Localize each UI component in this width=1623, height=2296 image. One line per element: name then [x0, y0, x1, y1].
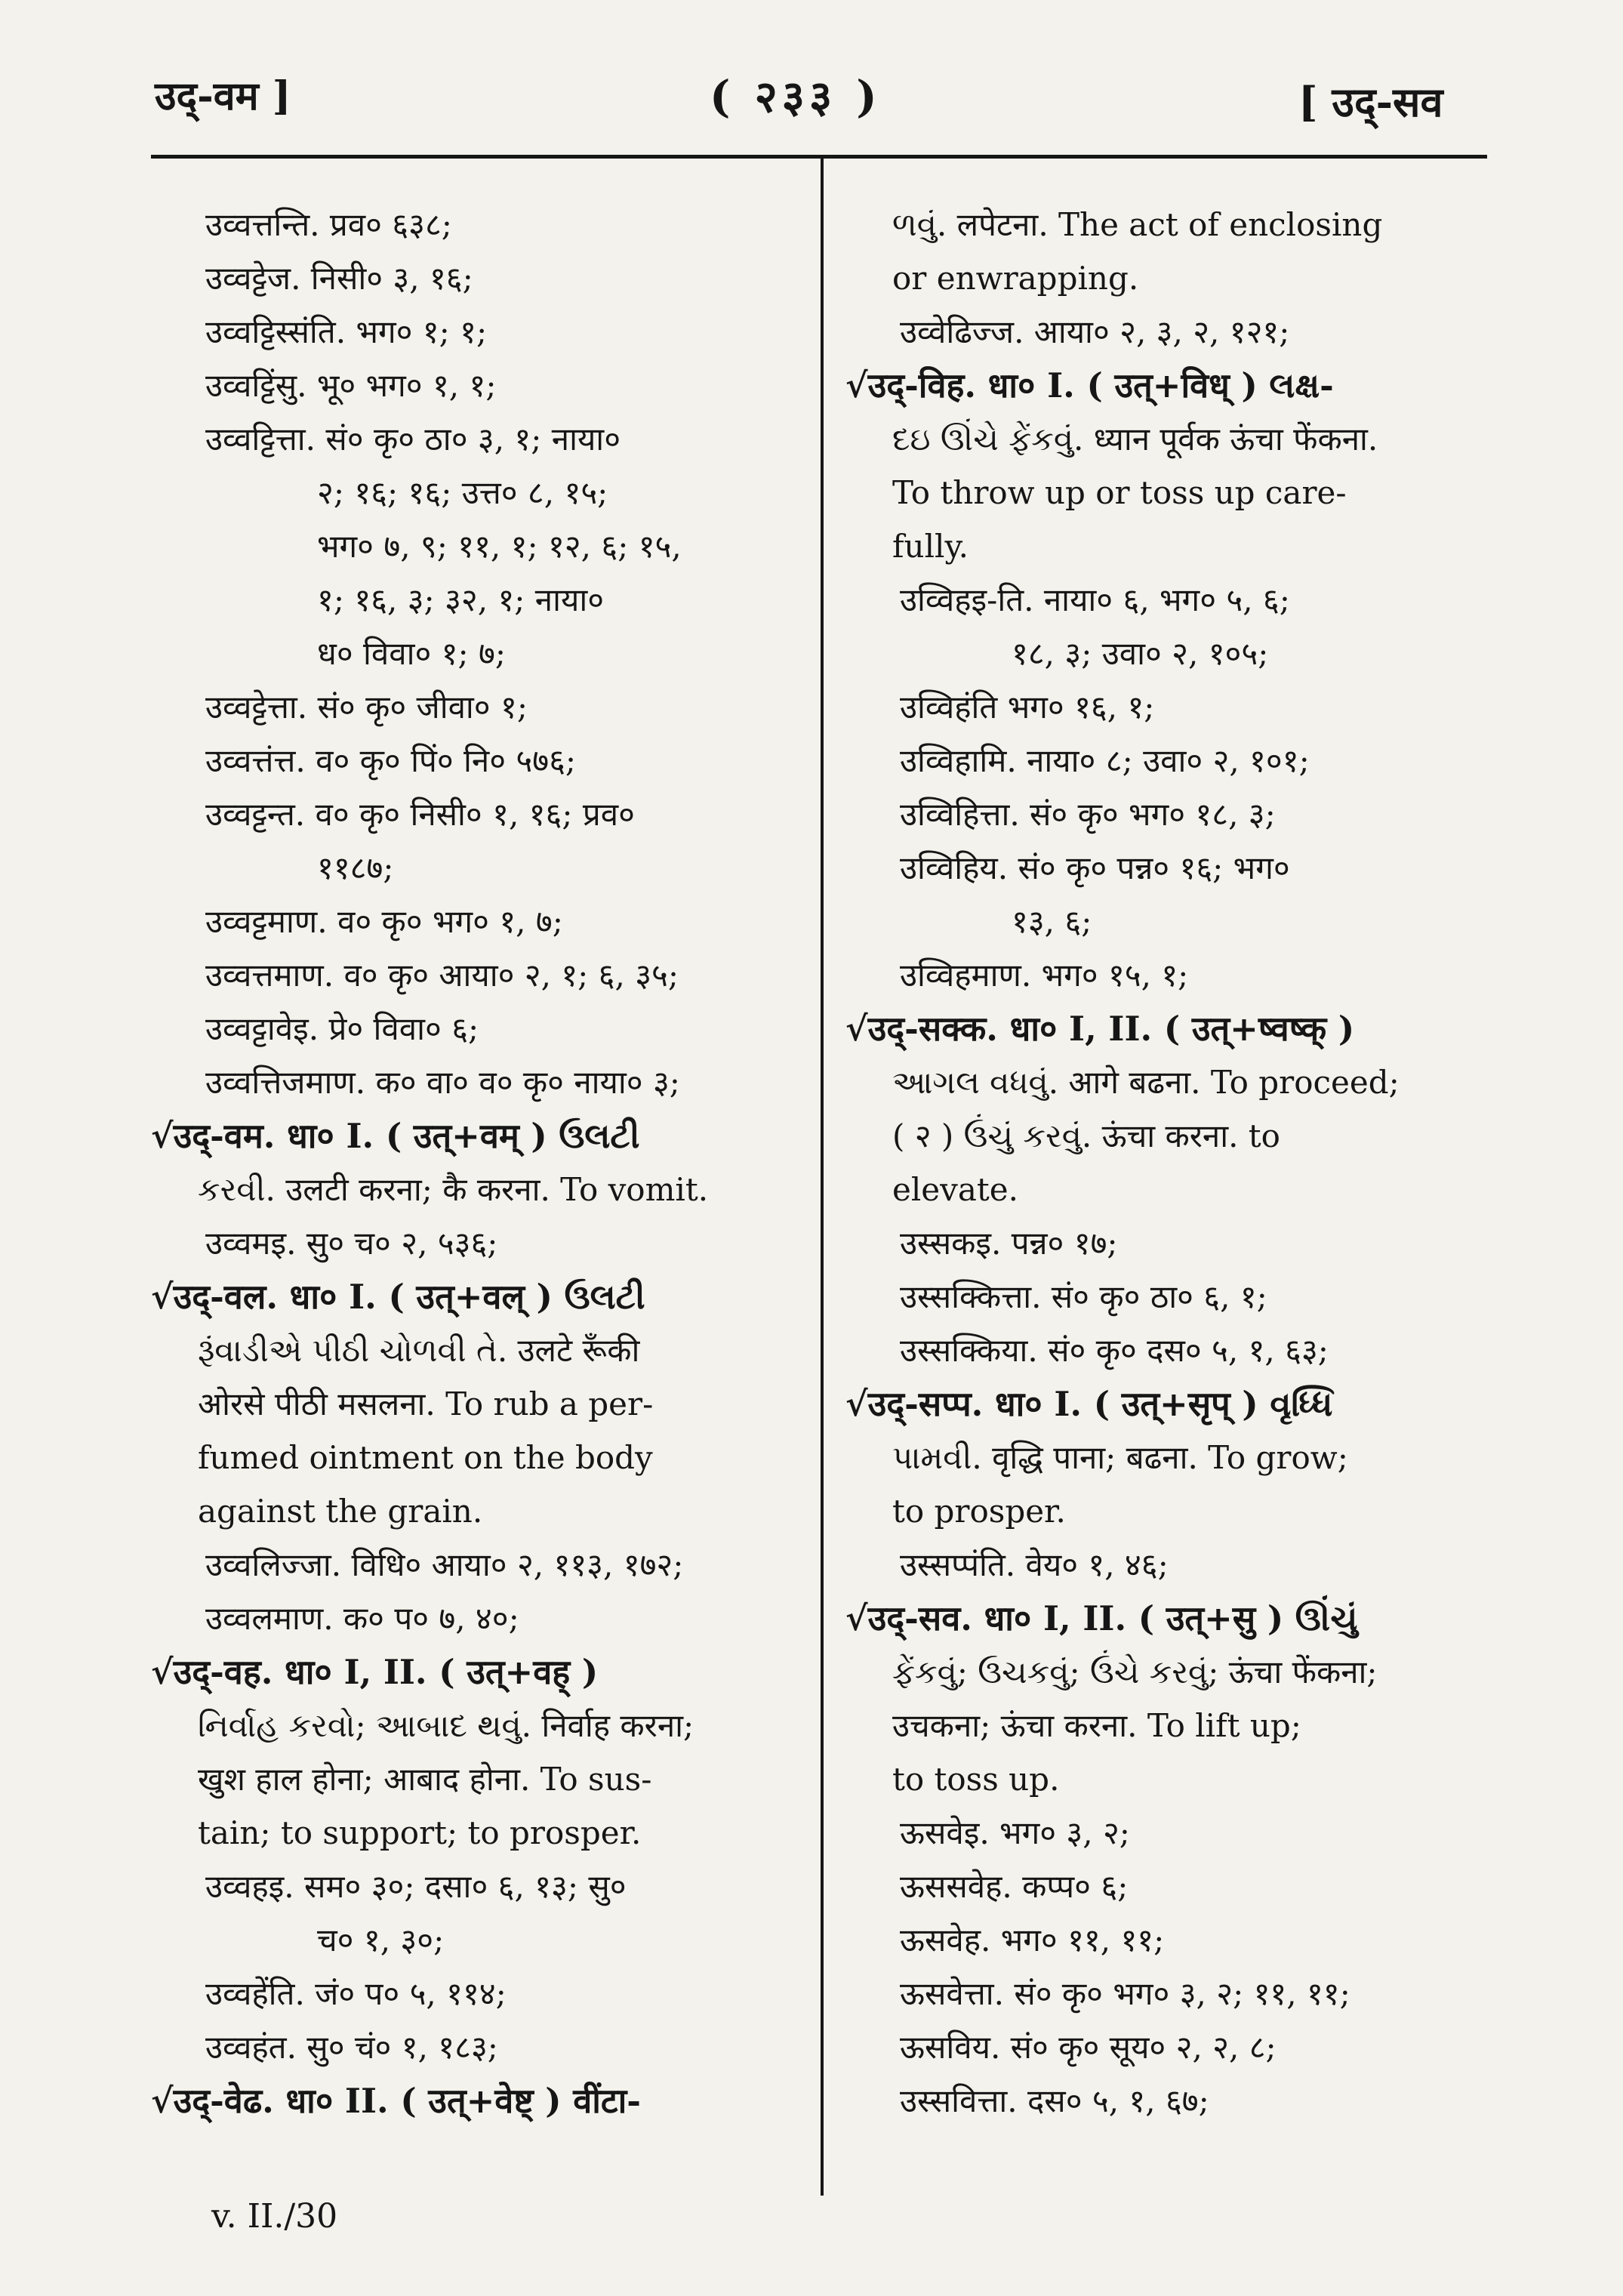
headword-line: √उद्-वह. धा० I, II. ( उत्+वह् ): [151, 1652, 599, 1692]
entry-line: भग० ७, ९; ११, १; १२, ६; १५,: [317, 528, 682, 565]
entry-line: उव्वट्टन्त. व० कृ० निसी० १, १६; प्रव०: [205, 796, 635, 833]
headword-line: √उद्-सप्प. धा० I. ( उत्+सृप् ) વૃધ્ધિ: [845, 1384, 1333, 1424]
entry-line: उस्सवित्ता. दस० ५, १, ६७;: [900, 2082, 1209, 2119]
entry-line: tain; to support; to prosper.: [198, 1814, 642, 1851]
entry-line: उव्वहंत. सु० चं० १, १८३;: [205, 2029, 498, 2066]
signature-mark: v. II./30: [211, 2197, 338, 2236]
header-rule: [151, 155, 1487, 159]
entry-line: उव्विहित्ता. सं० कृ० भग० १८, ३;: [900, 796, 1276, 833]
entry-line: fully.: [892, 528, 969, 565]
entry-line: उव्वत्तमाण. व० कृ० आया० २, १; ६, ३५;: [205, 957, 679, 994]
entry-line: આગલ વધવું. आगे बढना. To proceed;: [892, 1064, 1400, 1101]
entry-line: उव्वत्तन्ति. प्रव० ६३८;: [205, 206, 452, 243]
entry-line: उव्विहिय. सं० कृ० पन्न० १६; भग०: [900, 849, 1290, 886]
entry-line: ऊसवेह. भग० ११, ११;: [900, 1922, 1165, 1959]
column-divider: [821, 157, 824, 2196]
entry-line: to prosper.: [892, 1493, 1066, 1530]
entry-line: દઇ ઊંચે ફેંકવું. ध्यान पूर्वक ऊंचा फेंकना.: [892, 421, 1378, 458]
entry-line: १८, ३; उवा० २, १०५;: [1012, 635, 1269, 672]
entry-line: પામવી. वृद्धि पाना; बढना. To grow;: [892, 1439, 1348, 1476]
entry-line: उव्विहइ-ति. नाया० ६, भग० ५, ६;: [900, 581, 1290, 618]
entry-line: उचकना; ऊंचा करना. To lift up;: [892, 1707, 1301, 1744]
entry-line: उव्वट्टेत्ता. सं० कृ० जीवा० १;: [205, 689, 528, 726]
entry-line: ળવું. लपेटना. The act of enclosing: [892, 206, 1383, 243]
entry-line: उव्वत्तिजमाण. क० वा० व० कृ० नाया० ३;: [205, 1064, 680, 1101]
headword-line: √उद्-वल. धा० I. ( उत्+वल् ) ઉલટી: [151, 1277, 645, 1317]
entry-line: उव्वट्टमाण. व० कृ० भग० १, ७;: [205, 903, 563, 940]
entry-line: उव्विहमाण. भग० १५, १;: [900, 957, 1189, 994]
headword-line: √उद्-सव. धा० I, II. ( उत्+सु ) ઊંચું: [845, 1598, 1358, 1638]
entry-line: उव्वट्टित्ता. सं० कृ० ठा० ३, १; नाया०: [205, 421, 621, 458]
entry-line: ( २ ) ઉંચું કરવું. ऊंचा करना. to: [892, 1117, 1280, 1154]
entry-line: उस्सक्कित्ता. सं० कृ० ठा० ६, १;: [900, 1278, 1267, 1315]
entry-line: १३, ६;: [1012, 903, 1092, 940]
entry-line: ફેંકવું; ઉચકવું; ઉંચે કરવું; ऊंचा फेंकना;: [892, 1653, 1378, 1690]
page-header: [0, 53, 1623, 136]
running-head-right: [ उद्-सव: [1298, 78, 1443, 126]
entry-line: उस्सप्पंति. वेय० १, ४६;: [900, 1546, 1169, 1583]
entry-line: ११८७;: [317, 849, 394, 886]
entry-line: उव्वट्टिंसु. भू० भग० १, १;: [205, 367, 497, 404]
left-column: [151, 198, 800, 2128]
entry-line: उव्वत्तंत्त. व० कृ० पिं० नि० ५७६;: [205, 742, 577, 779]
entry-line: २; १६; १६; उत्त० ८, १५;: [317, 474, 608, 511]
entry-line: ऊसवेइ. भग० ३, २;: [900, 1814, 1130, 1851]
entry-line: उव्वट्टेज. निसी० ३, १६;: [205, 260, 473, 297]
page-number: ( २३३ ): [710, 71, 882, 122]
entry-line: ऊसवेत्ता. सं० कृ० भग० ३, २; ११, ११;: [900, 1975, 1350, 2012]
entry-line: उस्सक्किया. सं० कृ० दस० ५, १, ६३;: [900, 1332, 1329, 1369]
entry-line: उव्वट्टिस्संति. भग० १; १;: [205, 313, 488, 350]
entry-line: उव्वट्टावेइ. प्रे० विवा० ६;: [205, 1010, 479, 1047]
entry-line: उव्वहेंति. जं० प० ५, ११४;: [205, 1975, 507, 2012]
right-column: [845, 198, 1487, 2128]
headword-line: √उद्-वम. धा० I. ( उत्+वम् ) ઉલટી: [151, 1116, 640, 1156]
entry-line: ध० विवा० १; ७;: [317, 635, 507, 672]
entry-line: ऊसविय. सं० कृ० सूय० २, २, ८;: [900, 2029, 1277, 2066]
entry-line: ऊससवेह. कप्प० ६;: [900, 1868, 1129, 1905]
entry-line: ओरसे पीठी मसलना. To rub a per-: [198, 1385, 654, 1422]
entry-line: उव्वलमाण. क० प० ७, ४०;: [205, 1600, 519, 1637]
entry-line: १; १६, ३; ३२, १; नाया०: [317, 581, 605, 618]
entry-line: उव्विहामि. नाया० ८; उवा० २, १०१;: [900, 742, 1310, 779]
entry-line: खुश हाल होना; आबाद होना. To sus-: [198, 1761, 652, 1798]
entry-line: उव्विहंति भग० १६, १;: [900, 689, 1155, 726]
entry-line: to toss up.: [892, 1761, 1060, 1798]
entry-line: fumed ointment on the body: [198, 1439, 653, 1476]
entry-line: રૂંવાડીએ પીઠી ચોળવી તે. उलटे रूँकी: [198, 1332, 640, 1369]
headword-line: √उद्-विह. धा० I. ( उत्+विध् ) લક્ષ-: [845, 365, 1334, 405]
entry-line: કરવી. उलटी करना; कै करना. To vomit.: [198, 1171, 709, 1208]
entry-line: उस्सकइ. पन्न० १७;: [900, 1225, 1118, 1262]
headword-line: √उद्-सक्क. धा० I, II. ( उत्+ष्वष्क् ): [845, 1009, 1355, 1049]
entry-line: To throw up or toss up care-: [892, 474, 1347, 511]
headword-line: √उद्-वेढ. धा० II. ( उत्+वेष्ट् ) वींटा-: [151, 2081, 641, 2121]
entry-line: elevate.: [892, 1171, 1018, 1208]
entry-line: નિર્વાહ કરવો; આબાદ થવું. निर्वाह करना;: [198, 1707, 694, 1744]
entry-line: or enwrapping.: [892, 260, 1139, 297]
entry-line: उव्वहइ. सम० ३०; दसा० ६, १३; सु०: [205, 1868, 627, 1905]
entry-line: च० १, ३०;: [317, 1922, 445, 1959]
entry-line: उव्वेढिज्ज. आया० २, ३, २, १२१;: [900, 313, 1290, 350]
entry-line: उव्वलिज्जा. विधि० आया० २, ११३, १७२;: [205, 1546, 684, 1583]
running-head-left: उद्-वम ]: [155, 73, 291, 119]
entry-line: उव्वमइ. सु० च० २, ५३६;: [205, 1225, 498, 1262]
entry-line: against the grain.: [198, 1493, 483, 1530]
